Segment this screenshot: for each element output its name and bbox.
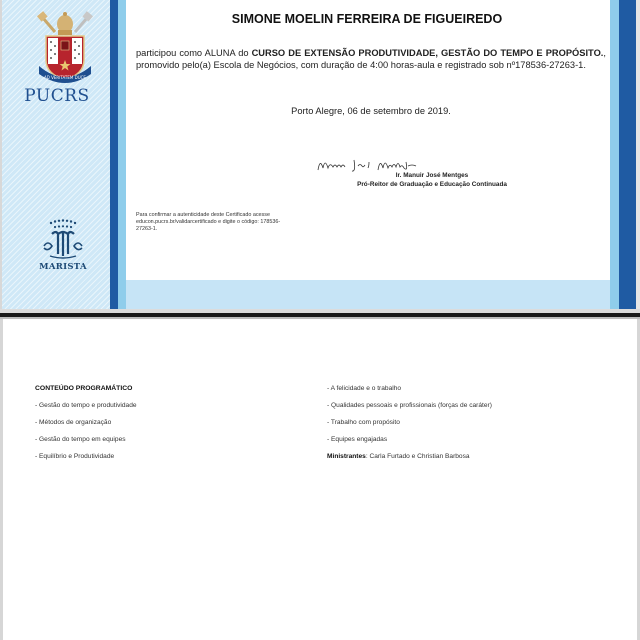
place-date: Porto Alegre, 06 de setembro de 2019. <box>291 106 451 116</box>
certificate-page <box>0 0 640 313</box>
instructors-label: Ministrantes <box>327 453 366 460</box>
decorative-stripe <box>110 0 118 313</box>
syllabus-item: - Equilíbrio e Produtividade <box>35 453 115 460</box>
syllabus-item: - Trabalho com propósito <box>327 419 400 426</box>
syllabus-item: - Gestão do tempo em equipes <box>35 436 126 443</box>
pucrs-seal-icon <box>35 8 95 86</box>
decorative-stripe <box>610 0 619 313</box>
certificate-sidebar <box>0 0 110 313</box>
page-edge <box>636 0 640 313</box>
instructors-line <box>327 453 607 470</box>
page-edge <box>0 319 3 640</box>
instructors-names: : Carla Furtado e Christian Barbosa <box>365 453 470 460</box>
marista-logo-icon <box>40 218 86 260</box>
signer-name: Ir. Manuir José Mentges <box>395 172 469 179</box>
svg-text:AD VERITATEM DUCE: AD VERITATEM DUCE <box>44 75 86 80</box>
body-suffix: , promovido pelo(a) Escola de Negócios, com duração de 4:00 horas-aula e registrado sob nº178536-27263-1. <box>136 48 606 70</box>
syllabus-right-column <box>327 385 607 470</box>
syllabus-item: - A felicidade e o trabalho <box>327 385 402 392</box>
student-name: SIMONE MOELIN FERREIRA DE FIGUEIREDO <box>231 12 503 26</box>
course-name: CURSO DE EXTENSÃO PRODUTIVIDADE, GESTÃO DO TEMPO E PROPÓSITO. <box>251 48 604 58</box>
verification-instructions: Para confirmar a autenticidade deste Certificado acesse educon.pucrs.br/validarcertificado e digite o código: 178536-27263-1. <box>136 212 281 232</box>
marista-wordmark: MARISTA <box>39 262 87 272</box>
decorative-stripe <box>118 0 126 313</box>
pucrs-wordmark: PUCRS <box>24 86 90 106</box>
signer-title: Pró-Reitor de Graduação e Educação Continuada <box>357 181 507 188</box>
syllabus-heading: CONTEÚDO PROGRAMÁTICO <box>35 385 133 392</box>
syllabus-left-column <box>35 385 315 470</box>
syllabus-item: - Equipes engajadas <box>327 436 388 443</box>
certificate-body-text <box>136 48 606 71</box>
syllabus-item: - Gestão do tempo e produtividade <box>35 402 137 409</box>
syllabus-page <box>0 319 640 640</box>
syllabus-item: - Métodos de organização <box>35 419 112 426</box>
body-prefix: participou como ALUNA do <box>136 48 252 58</box>
signature-scribble-icon <box>316 154 421 174</box>
decorative-stripe <box>619 0 636 313</box>
syllabus-item: - Qualidades pessoais e profissionais (forças de caráter) <box>327 402 492 409</box>
